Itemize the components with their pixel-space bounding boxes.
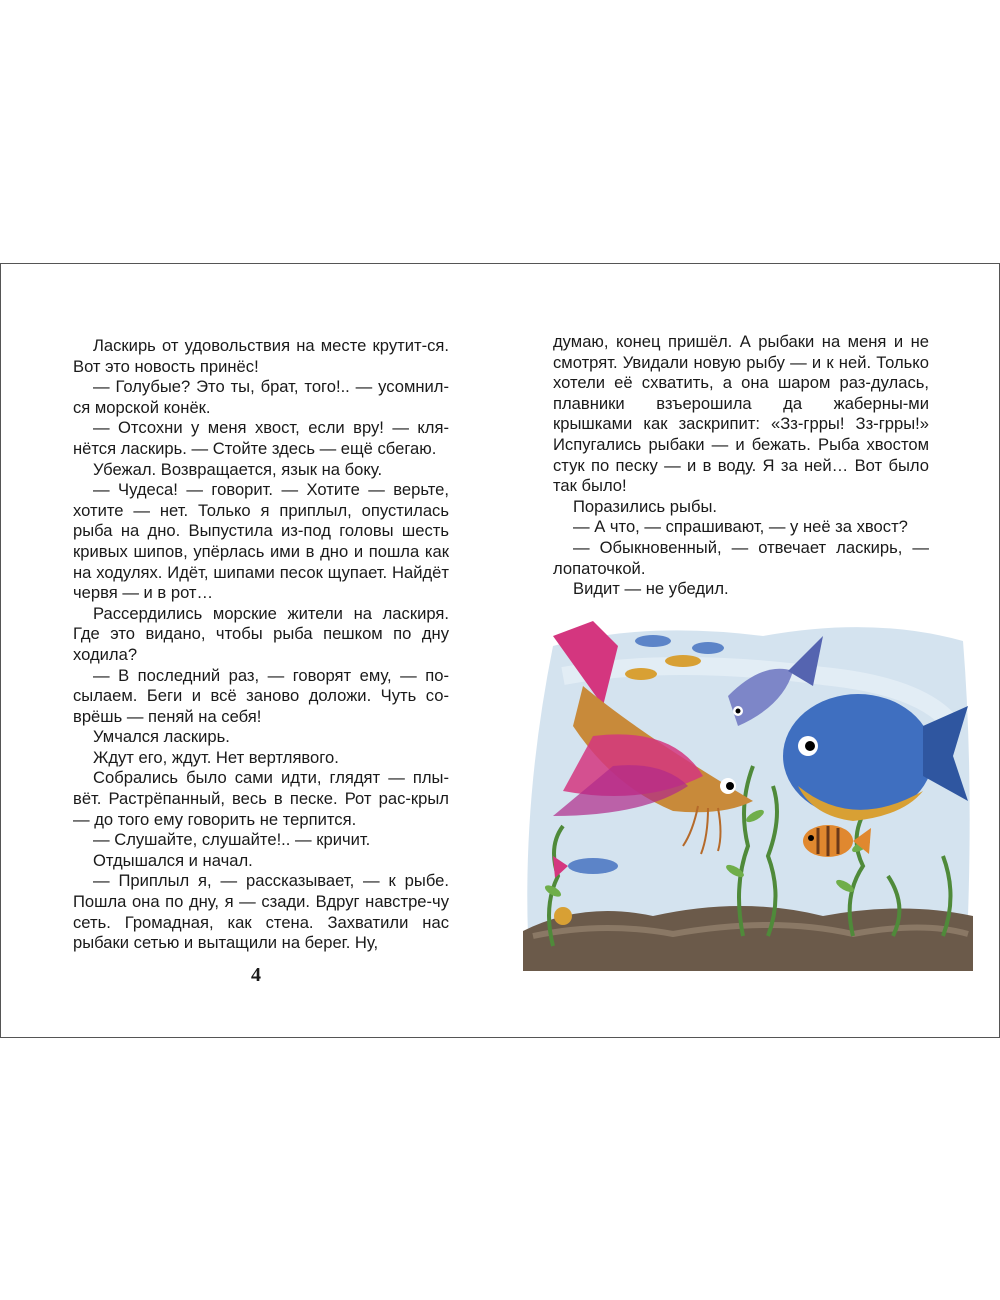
paragraph: Ласкирь от удовольствия на месте крутит-ся. Вот это новость принёс! — [73, 336, 449, 376]
page-number: 4 — [251, 964, 261, 986]
paragraph: — Приплыл я, — рассказывает, — к рыбе. Пошла она по дну, я — сзади. Вдруг навстре-чу сеть. Громадная, как стена. Захватили нас рыбаки сетью и вытащили на берег. Ну, — [73, 871, 449, 953]
paragraph: Поразились рыбы. — [573, 496, 718, 516]
fish-illustration — [523, 616, 973, 971]
paragraph: — А что, — спрашивают, — у неё за хвост? — [573, 517, 908, 537]
paragraph: — Отсохни у меня хвост, если вру! — кля-нётся ласкирь. — Стойте здесь — ещё сбегаю. — [73, 418, 449, 458]
left-page-text — [73, 336, 449, 954]
paragraph: — Слушайте, слушайте!.. — кричит. — [93, 830, 371, 850]
paragraph: — Голубые? Это ты, брат, того!.. — усомнил-ся морской конёк. — [73, 377, 449, 417]
paragraph: Отдышался и начал. — [93, 850, 253, 870]
paragraph: Убежал. Возвращается, язык на боку. — [93, 459, 383, 479]
right-page-text — [553, 332, 929, 600]
paragraph: Видит — не убедил. — [573, 579, 729, 599]
paragraph: — Обыкновенный, — отвечает ласкирь, — лопаточкой. — [553, 537, 929, 578]
paragraph: Собрались было сами идти, глядят — плы-вёт. Растрёпанный, весь в песке. Рот рас-крыл — до того ему говорить не терпится. — [73, 768, 449, 829]
paragraph-continued: думаю, конец пришёл. А рыбаки на меня и не смотрят. Увидали новую рыбу — и к ней. Только хотели её схватить, а она шаром раз-дулась, плавники взъерошила да жаберны-ми крышками как заскрипит: «Зз-грры! Зз-грры!» Испугались рыбаки — и бежать. Рыба хвостом стук по песку — и в воду. Я за ней… Вот было так было! — [553, 332, 929, 496]
paragraph: Умчался ласкирь. — [93, 727, 230, 747]
book-spread — [0, 263, 1000, 1038]
paragraph: Ждут его, ждут. Нет вертлявого. — [93, 747, 339, 767]
paragraph: — В последний раз, — говорят ему, — по-сылаем. Беги и всё заново доложи. Чуть со-врёшь — пеняй на себя! — [73, 665, 449, 726]
paragraph: Рассердились морские жители на ласкиря. Где это видано, чтобы рыба пешком по дну ходила? — [73, 603, 449, 664]
paragraph: — Чудеса! — говорит. — Хотите — верьте, хотите — нет. Только я приплыл, опустилась рыба на дно. Выпустила из-под головы шесть кривых шипов, упёрлась ими в дно и пошла как на ходулях. Идёт, шипами песок щупает. Найдёт червя — и в рот… — [73, 480, 449, 603]
